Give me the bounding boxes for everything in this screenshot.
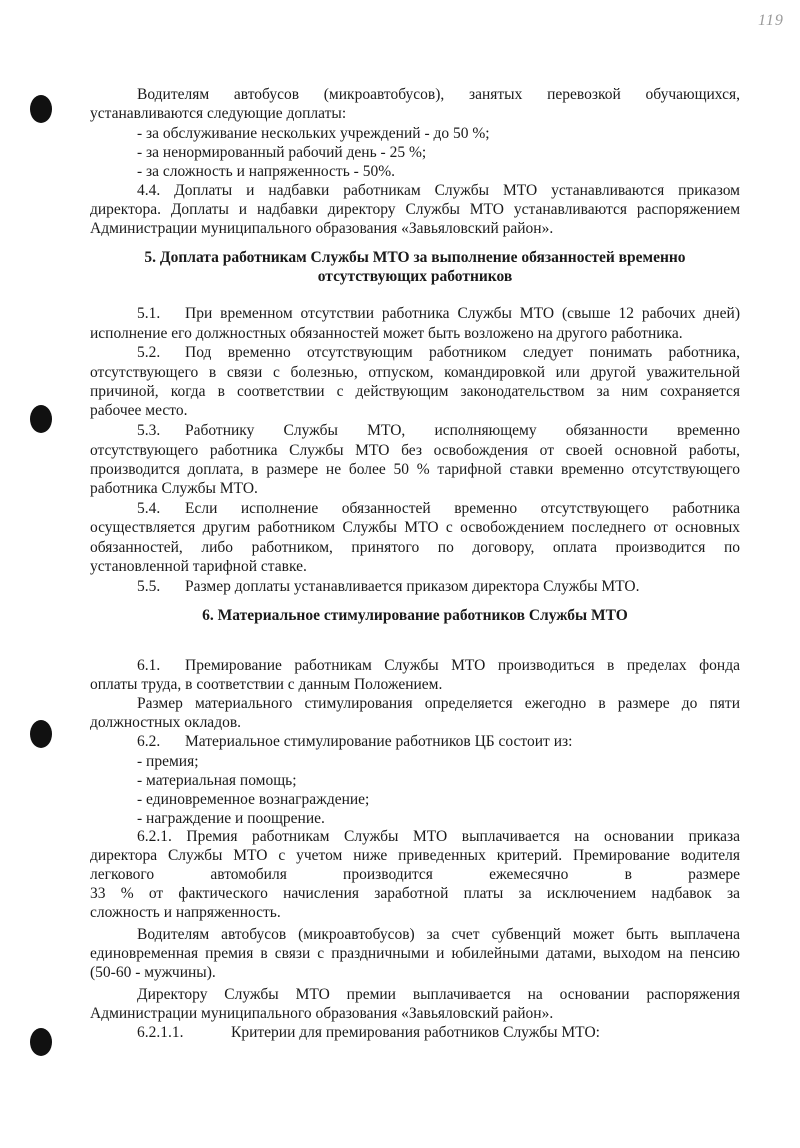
paragraph-line: оплаты труда, в соответствии с данным Положением. (90, 676, 443, 693)
paragraph-line: При временном отсутствии работника Службы МТО (свыше 12 рабочих дней) (185, 305, 740, 322)
paragraph-line: 6.2.1. Премия работникам Службы МТО выплачивается на основании приказа (137, 828, 740, 845)
paragraph-line: Водителям автобусов (микроавтобусов) за счет субвенций может быть выплачена (137, 926, 740, 943)
paragraph-line: единовременная премия в связи с праздничными и юбилейными датами, выходом на пенсию (90, 945, 740, 962)
clause-line (137, 499, 185, 519)
paragraph-line: 4.4. Доплаты и надбавки работникам Службы МТО устанавливаются приказом (137, 182, 740, 199)
section-heading-5: 5. Доплата работникам Службы МТО за выполнение обязанностей временно (144, 249, 686, 266)
clause-line (137, 656, 185, 676)
clause-line (137, 1023, 231, 1043)
clause-line (137, 421, 185, 441)
paragraph-line: Директору Службы МТО премии выплачивается на основании распоряжения (137, 986, 740, 1003)
paragraph-line: производится доплата, в размере не более 50 % тарифной ставки временно отсутствующего (90, 461, 740, 478)
clause-line (137, 343, 185, 363)
paragraph-line: директора. Доплаты и надбавки директору Службы МТО устанавливаются распоряжением (90, 201, 740, 218)
paragraph-line: отсутствующего в связи с болезнью, отпуском, командировкой или другой уважительной (90, 364, 740, 381)
punch-hole (30, 1028, 52, 1056)
paragraph-line: Администрации муниципального образования «Завьяловский район». (90, 220, 554, 237)
paragraph-line: устанавливаются следующие доплаты: (90, 105, 347, 122)
section-heading-6: 6. Материальное стимулирование работников Службы МТО (202, 607, 628, 624)
paragraph-line: директора Службы МТО с учетом ниже приведенных критерий. Премирование водителя (90, 847, 740, 864)
paragraph-line: работника Службы МТО. (90, 480, 258, 497)
punch-hole (30, 405, 52, 433)
paragraph-line: Размер материального стимулирования определяется ежегодно в размере до пяти (137, 695, 740, 712)
clause-number: 6.2. (137, 733, 161, 750)
list-item: - награждение и поощрение. (137, 810, 325, 827)
clause-number: 5.3. (137, 422, 161, 439)
paragraph-line: Под временно отсутствующим работником следует понимать работника, (185, 344, 740, 361)
paragraph-line: обязанностей, либо работником, принятого по договору, оплата производится по (90, 539, 740, 556)
clause-line (137, 732, 185, 752)
paragraph-line: причиной, когда в соответствии с действующим законодательством за ним сохраняется (90, 383, 740, 400)
paragraph-line: Материальное стимулирование работников ЦБ состоит из: (185, 733, 573, 750)
paragraph-line: отсутствующего работника Службы МТО без освобождения от своей основной работы, (90, 442, 740, 459)
paragraph-line: легкового автомобиля производится ежемесячно в размере (90, 866, 740, 883)
page-number: 119 (758, 12, 784, 29)
paragraph-line: Водителям автобусов (микроавтобусов), занятых перевозкой обучающихся, (137, 86, 740, 103)
paragraph-line: Работнику Службы МТО, исполняющему обязанности временно (185, 422, 740, 439)
list-item: - за сложность и напряженность - 50%. (137, 163, 395, 180)
clause-number: 6.1. (137, 657, 161, 674)
section-heading-5-cont: отсутствующих работников (317, 268, 513, 285)
punch-hole (30, 720, 52, 748)
list-item: - премия; (137, 753, 199, 770)
paragraph-line: исполнение его должностных обязанностей может быть возложено на другого работника. (90, 325, 683, 342)
paragraph-line: Администрации муниципального образования «Завьяловский район». (90, 1005, 554, 1022)
paragraph-line: сложность и напряженность. (90, 904, 281, 921)
paragraph-line: Критерии для премирования работников Службы МТО: (231, 1024, 600, 1041)
paragraph-line: должностных окладов. (90, 714, 242, 731)
list-item: - материальная помощь; (137, 772, 297, 789)
list-item: - единовременное вознаграждение; (137, 791, 370, 808)
clause-number: 5.1. (137, 305, 161, 322)
clause-number: 5.4. (137, 500, 161, 517)
list-item: - за обслуживание нескольких учреждений - до 50 %; (137, 125, 490, 142)
clause-number: 5.2. (137, 344, 161, 361)
list-item: - за ненормированный рабочий день - 25 %; (137, 144, 427, 161)
paragraph-line: рабочее место. (90, 402, 188, 419)
paragraph-line: установленной тарифной ставке. (90, 558, 307, 575)
paragraph-line: Премирование работникам Службы МТО производиться в пределах фонда (185, 657, 740, 674)
paragraph-line: Размер доплаты устанавливается приказом директора Службы МТО. (185, 578, 640, 595)
paragraph-line: осуществляется другим работником Службы МТО с освобождением последнего от основных (90, 519, 740, 536)
paragraph-line: 33 % от фактического начисления заработной платы за исключением надбавок за (90, 885, 740, 902)
clause-number: 5.5. (137, 578, 161, 595)
clause-line (137, 577, 185, 597)
clause-number: 6.2.1.1. (137, 1024, 184, 1041)
clause-line (137, 304, 185, 324)
paragraph-line: (50-60 - мужчины). (90, 964, 216, 981)
punch-hole (30, 95, 52, 123)
paragraph-line: Если исполнение обязанностей временно отсутствующего работника (185, 500, 740, 517)
